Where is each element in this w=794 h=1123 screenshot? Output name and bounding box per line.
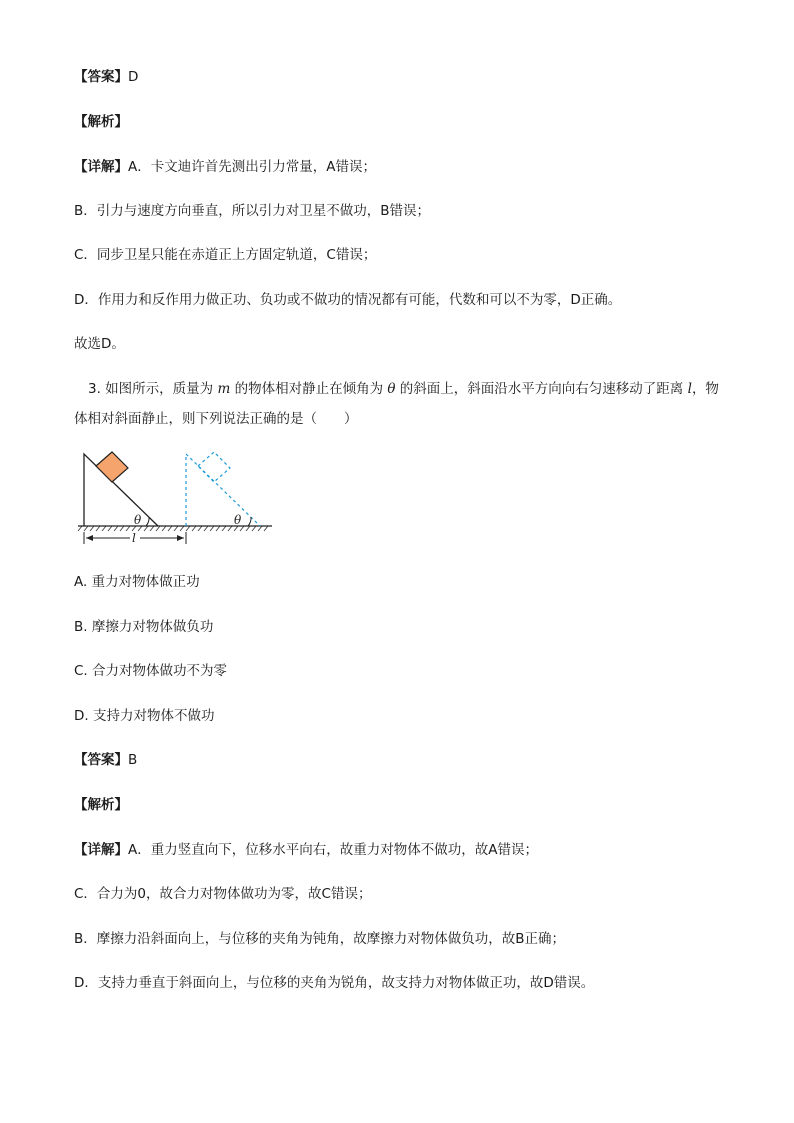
detail-line-1d: D．作用力和反作用力做正功、负功或不做功的情况都有可能，代数和可以不为零，D正确。 bbox=[74, 292, 622, 308]
question-text-d: ，物 bbox=[691, 381, 719, 397]
angle-arc-right bbox=[248, 517, 251, 526]
angle-label-left: θ bbox=[134, 513, 142, 527]
question-text-b: 的物体相对静止在倾角为 bbox=[230, 381, 388, 397]
detail-text-2: A．重力竖直向下，位移水平向右，故重力对物体不做功，故A错误； bbox=[128, 842, 538, 858]
analysis-heading-2 bbox=[74, 796, 128, 814]
analysis-tag-2: 【解析】 bbox=[74, 797, 128, 813]
answer-line-2 bbox=[74, 751, 137, 769]
detail-line-2b: C．合力为0，故合力对物体做功为零，故C错误； bbox=[74, 886, 372, 902]
detail-line-2d: D．支持力垂直于斜面向上，与位移的夹角为锐角，故支持力对物体做正功，故D错误。 bbox=[74, 975, 595, 991]
angle-arc-left bbox=[146, 517, 149, 526]
analysis-tag: 【解析】 bbox=[74, 114, 128, 130]
block-solid bbox=[96, 452, 128, 482]
angle-label-right: θ bbox=[234, 513, 242, 527]
analysis-heading-1 bbox=[74, 113, 128, 131]
answer-value-2: B bbox=[128, 752, 138, 768]
incline-dashed bbox=[186, 454, 260, 526]
detail-line-2c: B．摩擦力沿斜面向上，与位移的夹角为钝角，故摩擦力对物体做负功，故B正确； bbox=[74, 931, 566, 947]
detail-line-1a bbox=[74, 158, 376, 176]
distance-label: l bbox=[132, 531, 136, 545]
block-dashed bbox=[198, 452, 230, 482]
option-d: D. 支持力对物体不做功 bbox=[74, 708, 215, 724]
option-c: C. 合力对物体做功不为零 bbox=[74, 663, 228, 679]
var-m: m bbox=[217, 381, 231, 397]
answer-tag-2: 【答案】 bbox=[74, 752, 128, 768]
answer-tag: 【答案】 bbox=[74, 69, 128, 85]
var-l: l bbox=[687, 381, 692, 397]
arrowhead-left bbox=[86, 535, 93, 541]
incline-figure bbox=[74, 448, 284, 548]
detail-line-1c: C．同步卫星只能在赤道正上方固定轨道，C错误； bbox=[74, 247, 377, 263]
question-text-a: 3. 如图所示，质量为 bbox=[88, 381, 218, 397]
detail-tag: 【详解】 bbox=[74, 159, 128, 175]
var-theta: θ bbox=[387, 381, 396, 397]
option-a: A. 重力对物体做正功 bbox=[74, 574, 200, 590]
option-b: B. 摩擦力对物体做负功 bbox=[74, 619, 214, 635]
question-line-1 bbox=[88, 380, 719, 398]
arrowhead-right bbox=[177, 535, 184, 541]
detail-line-2a bbox=[74, 841, 538, 859]
detail-tag-2: 【详解】 bbox=[74, 842, 128, 858]
answer-value: D bbox=[128, 69, 139, 85]
detail-line-1b: B．引力与速度方向垂直，所以引力对卫星不做功，B错误； bbox=[74, 203, 431, 219]
conclusion-line-1: 故选D。 bbox=[74, 336, 125, 352]
question-text-c: 的斜面上，斜面沿水平方向向右匀速移动了距离 bbox=[395, 381, 688, 397]
detail-text: A．卡文迪许首先测出引力常量，A错误； bbox=[128, 159, 376, 175]
question-line-2: 体相对斜面静止，则下列说法正确的是（ ） bbox=[74, 411, 358, 427]
answer-line-1 bbox=[74, 68, 138, 86]
